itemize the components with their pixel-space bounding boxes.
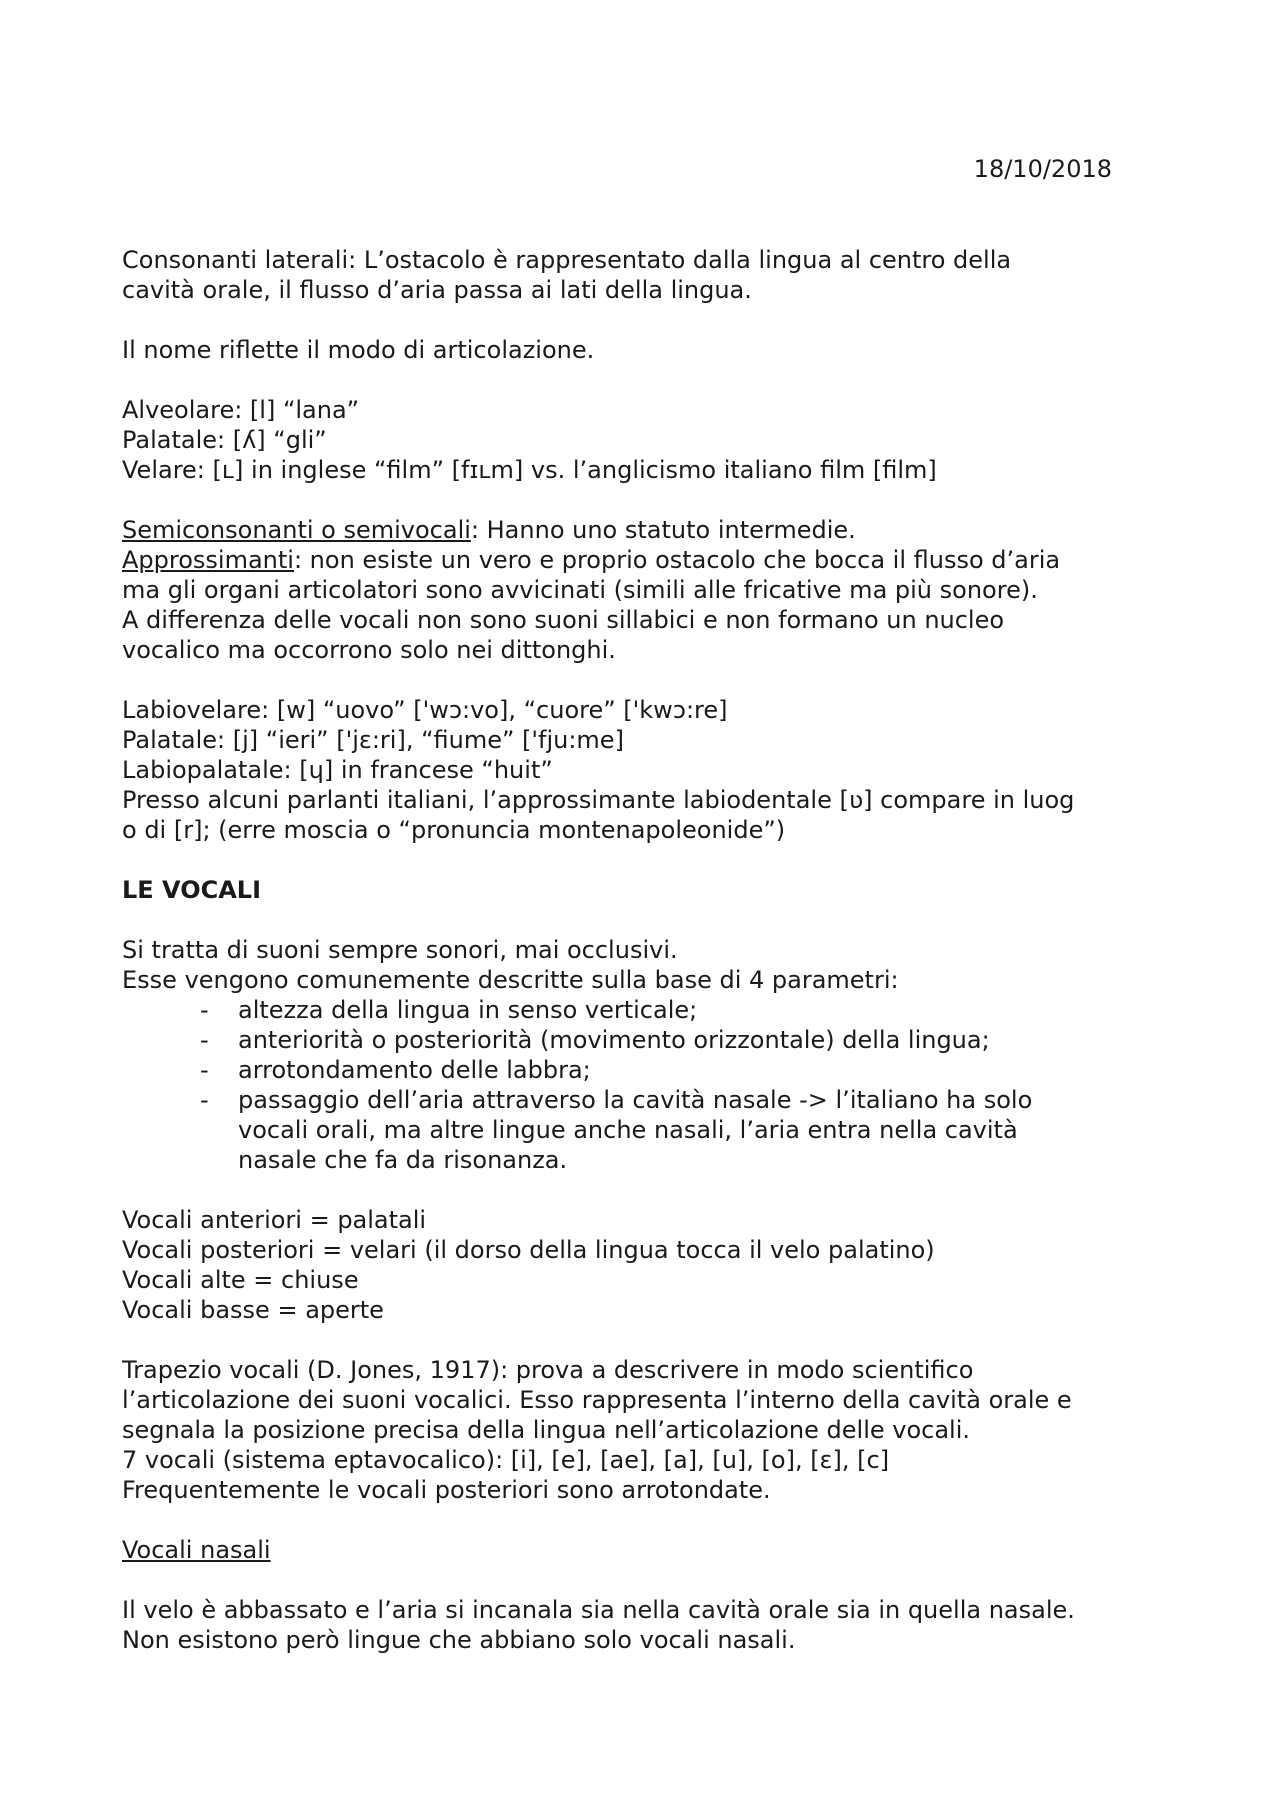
trapezio-line-3: segnala la posizione precisa della lingua nell’articolazione delle vocali. [122, 1416, 971, 1444]
approssimanti-term: Approssimanti [122, 546, 294, 574]
approssimanti-line [122, 545, 1172, 575]
date: 18/10/2018 [973, 155, 1112, 183]
posteriori-line: Vocali posteriori = velari (il dorso della lingua tocca il velo palatino) [122, 1236, 935, 1264]
labiopalatale-line: Labiopalatale: [ɥ] in francese “huit” [122, 756, 553, 784]
trapezio-line-2: l’articolazione dei suoni vocalici. Esso rappresenta l’interno della cavità orale e [122, 1386, 1072, 1414]
laterali-line-2: cavità orale, il flusso d’aria passa ai lati della lingua. [122, 276, 752, 304]
alte-line: Vocali alte = chiuse [122, 1266, 359, 1294]
list-item-continuation: nasale che fa da risonanza. [238, 1146, 568, 1174]
document-body [122, 245, 1172, 1655]
vocali-heading: LE VOCALI [122, 876, 262, 904]
laterali-line-1: Consonanti laterali: L’ostacolo è rappresentato dalla lingua al centro della [122, 246, 1012, 274]
vocali-line-2: Esse vengono comunemente descritte sulla base di 4 parametri: [122, 966, 899, 994]
alveolare-line: Alveolare: [l] “lana” [122, 396, 360, 424]
palatale-appr-line: Palatale: [j] “ieri” ['jɛ:ri], “fiume” ['fju:me] [122, 726, 624, 754]
list-dash: - [200, 1026, 209, 1054]
parametri-list [122, 995, 1172, 1175]
frequentemente-line: Frequentemente le vocali posteriori sono arrotondate. [122, 1476, 771, 1504]
anteriori-line: Vocali anteriori = palatali [122, 1206, 427, 1234]
vocali-nasali-heading: Vocali nasali [122, 1536, 271, 1564]
trapezio-line-1: Trapezio vocali (D. Jones, 1917): prova a descrivere in modo scientifico [122, 1356, 974, 1384]
list-item-continuation: vocali orali, ma altre lingue anche nasali, l’aria entra nella cavità [238, 1116, 1018, 1144]
semiconsonanti-def: : Hanno uno statuto intermedie. [470, 516, 856, 544]
semiconsonanti-line [122, 515, 1172, 545]
approssimanti-def: : non esiste un vero e proprio ostacolo che bocca il flusso d’aria [293, 546, 1061, 574]
basse-line: Vocali basse = aperte [122, 1296, 384, 1324]
sette-vocali-line: 7 vocali (sistema eptavocalico): [i], [e], [ae], [a], [u], [o], [ɛ], [c] [122, 1446, 890, 1474]
semiconsonanti-term: Semiconsonanti o semivocali [122, 516, 471, 544]
semi-line-5: vocalico ma occorrono solo nei dittonghi. [122, 636, 616, 664]
list-item: - arrotondamento delle labbra; [200, 1056, 591, 1084]
vocali-line-1: Si tratta di suoni sempre sonori, mai occlusivi. [122, 936, 678, 964]
list-item: - altezza della lingua in senso verticale; [200, 996, 698, 1024]
presso-line-2: o di [r]; (erre moscia o “pronuncia montenapoleonide”) [122, 816, 786, 844]
nasali-line-2: Non esistono però lingue che abbiano solo vocali nasali. [122, 1626, 796, 1654]
list-dash: - [200, 1086, 209, 1114]
presso-line-1: Presso alcuni parlanti italiani, l’approssimante labiodentale [ʋ] compare in luog [122, 786, 1075, 814]
nasali-line-1: Il velo è abbassato e l’aria si incanala sia nella cavità orale sia in quella nasale. [122, 1596, 1075, 1624]
list-item: - anteriorità o posteriorità (movimento orizzontale) della lingua; [200, 1026, 990, 1054]
list-dash: - [200, 996, 209, 1024]
list-dash: - [200, 1056, 209, 1084]
semi-line-4: A differenza delle vocali non sono suoni sillabici e non formano un nucleo [122, 606, 1005, 634]
velare-line: Velare: [ʟ] in inglese “film” [fɪʟm] vs. l’anglicismo italiano film [film] [122, 456, 937, 484]
labiovelare-line: Labiovelare: [w] “uovo” ['wɔ:vo], “cuore” ['kwɔ:re] [122, 696, 728, 724]
nome-line: Il nome riflette il modo di articolazione. [122, 336, 595, 364]
palatale-lat-line: Palatale: [ʎ] “gli” [122, 426, 327, 454]
list-item: - passaggio dell’aria attraverso la cavità nasale -> l’italiano ha solo [200, 1086, 1033, 1114]
semi-line-3: ma gli organi articolatori sono avvicinati (simili alle fricative ma più sonore). [122, 576, 1038, 604]
